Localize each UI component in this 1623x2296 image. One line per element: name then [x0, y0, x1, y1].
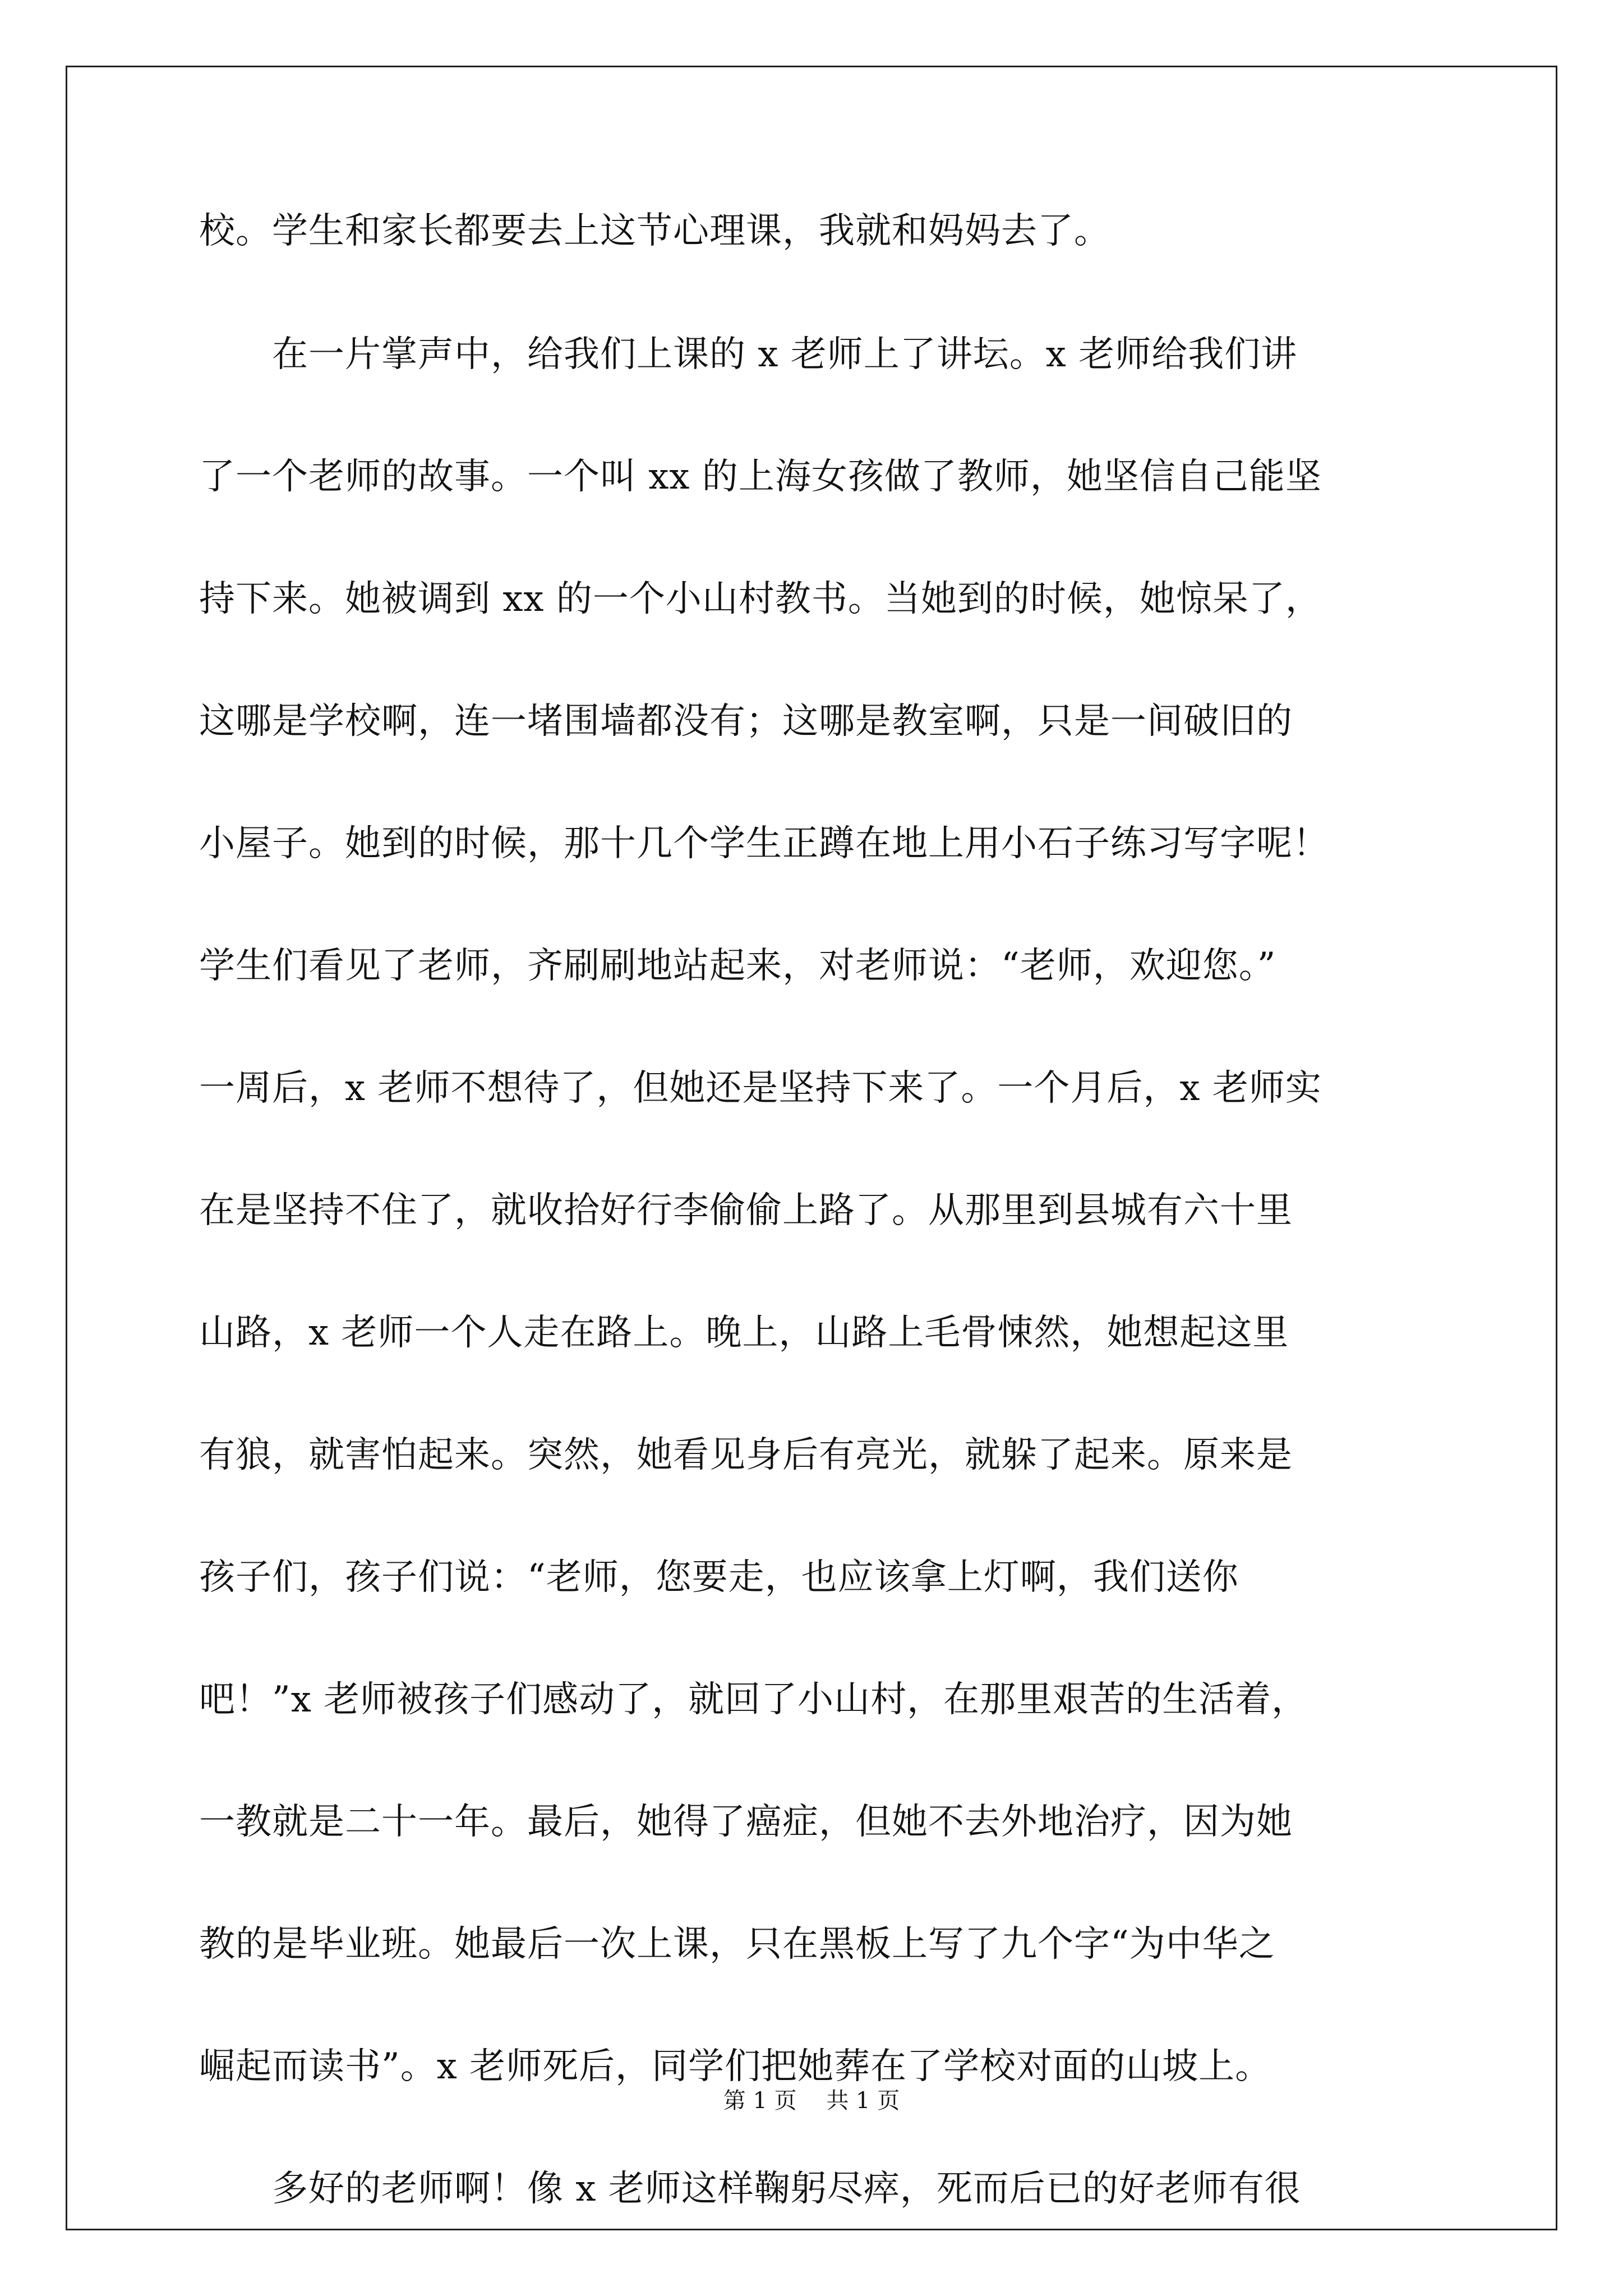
text-line: 校。学生和家长都要去上这节心理课，我就和妈妈去了。: [199, 210, 1110, 252]
text-line: 在一片掌声中，给我们上课的 x 老师上了讲坛。x 老师给我们讲: [199, 334, 1298, 375]
text-line: 学生们看见了老师，齐刷刷地站起来，对老师说：“老师，欢迎您。”: [199, 945, 1276, 987]
page-border: [66, 66, 1557, 2230]
text-line: 多好的老师啊！像 x 老师这样鞠躬尽瘁，死而后已的好老师有很: [199, 2168, 1301, 2210]
page-footer: 第 1 页 共 1 页: [723, 2088, 900, 2114]
text-line: 了一个老师的故事。一个叫 xx 的上海女孩做了教师，她坚信自己能坚: [199, 456, 1322, 498]
text-line: 山路，x 老师一个人走在路上。晚上，山路上毛骨悚然，她想起这里: [199, 1312, 1289, 1354]
text-line: 教的是毕业班。她最后一次上课，只在黑板上写了九个字“为中华之: [199, 1924, 1275, 1965]
text-line: 吧！”x 老师被孩子们感动了，就回了小山村，在那里艰苦的生活着，: [199, 1679, 1308, 1720]
text-line: 有狼，就害怕起来。突然，她看见身后有亮光，就躲了起来。原来是: [199, 1434, 1293, 1476]
text-line: 小屋子。她到的时候，那十几个学生正蹲在地上用小石子练习写字呢！: [199, 823, 1329, 864]
text-line: 一教就是二十一年。最后，她得了癌症，但她不去外地治疗，因为她: [199, 1801, 1293, 1843]
text-line: 孩子们，孩子们说：“老师，您要走，也应该拿上灯啊，我们送你: [199, 1557, 1239, 1598]
text-line: 崛起而读书”。x 老师死后，同学们把她葬在了学校对面的山坡上。: [199, 2046, 1272, 2087]
text-line: 这哪是学校啊，连一堵围墙都没有；这哪是教室啊，只是一间破旧的: [199, 701, 1293, 742]
text-line: 持下来。她被调到 xx 的一个小山村教书。当她到的时候，她惊呆了，: [199, 578, 1322, 620]
text-line: 一周后，x 老师不想待了，但她还是坚持下来了。一个月后，x 老师实: [199, 1068, 1322, 1109]
text-line: 在是坚持不住了，就收拾好行李偷偷上路了。从那里到县城有六十里: [199, 1190, 1293, 1231]
